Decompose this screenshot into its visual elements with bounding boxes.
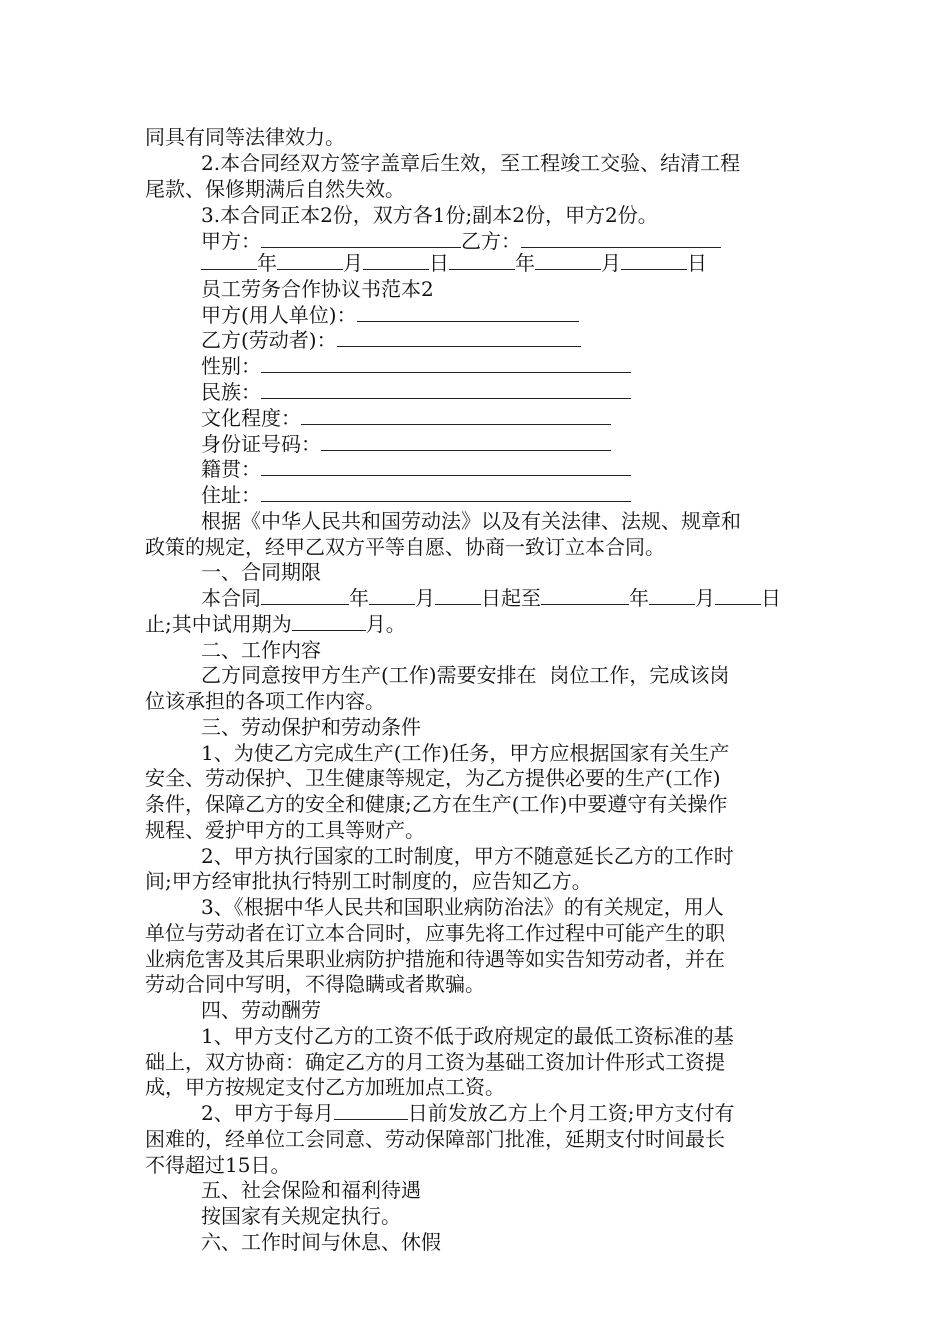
section-heading: 三、劳动保护和劳动条件 xyxy=(201,715,421,739)
form-field-employer: 甲方(用人单位)： xyxy=(201,302,810,328)
section-heading: 一、合同期限 xyxy=(201,560,321,584)
section-heading: 四、劳动酬劳 xyxy=(201,998,321,1022)
text-line: 安全、劳动保护、卫生健康等规定，为乙方提供必要的生产(工作) xyxy=(145,766,721,790)
text-line: 础上，双方协商：确定乙方的月工资为基础工资加计件形式工资提 xyxy=(145,1050,725,1074)
text-line: 3.本合同正本2份，双方各1份;副本2份，甲方2份。 xyxy=(201,203,658,227)
contract-term-line: 本合同 年 月 日起至 年 月 日 xyxy=(201,586,781,610)
form-field-id-number: 身份证号码： xyxy=(201,431,810,457)
text-line: 条件，保障乙方的安全和健康;乙方在生产(工作)中要遵守有关操作 xyxy=(145,792,728,816)
text-line: 根据《中华人民共和国劳动法》以及有关法律、法规、规章和 xyxy=(201,509,741,533)
section-title: 员工劳务合作协议书范本2 xyxy=(201,277,434,301)
form-field-address: 住址： xyxy=(201,482,810,508)
text-line: 2、甲方执行国家的工时制度，甲方不随意延长乙方的工作时 xyxy=(201,844,734,868)
text-line: 成，甲方按规定支付乙方加班加点工资。 xyxy=(145,1075,505,1099)
text-line: 3、《根据中华人民共和国职业病防治法》的有关规定，用人 xyxy=(201,895,724,919)
signature-line: 甲方： 乙方： xyxy=(201,228,810,254)
form-field-gender: 性别： xyxy=(201,353,810,379)
text-line: 不得超过15日。 xyxy=(145,1153,291,1177)
text-line: 单位与劳动者在订立本合同时，应事先将工作过程中可能产生的职 xyxy=(145,921,725,945)
section-heading: 六、工作时间与休息、休假 xyxy=(201,1230,441,1254)
text-line: 规程、爱护甲方的工具等财产。 xyxy=(145,818,425,842)
text-line: 按国家有关规定执行。 xyxy=(201,1204,401,1228)
text-line: 位该承担的各项工作内容。 xyxy=(145,689,385,713)
text-line: 劳动合同中写明，不得隐瞒或者欺骗。 xyxy=(145,972,485,996)
text-line: 业病危害及其后果职业病防护措施和待遇等如实告知劳动者，并在 xyxy=(145,947,725,971)
text-line: 政策的规定，经甲乙双方平等自愿、协商一致订立本合同。 xyxy=(145,535,665,559)
text-line: 乙方同意按甲方生产(工作)需要安排在 岗位工作，完成该岗 xyxy=(201,663,730,687)
section-heading: 二、工作内容 xyxy=(201,638,321,662)
form-field-ethnicity: 民族： xyxy=(201,379,810,405)
text-line: 1、为使乙方完成生产(工作)任务，甲方应根据国家有关生产 xyxy=(201,741,730,765)
section-heading: 五、社会保险和福利待遇 xyxy=(201,1178,421,1202)
form-field-native-place: 籍贯： xyxy=(201,456,810,482)
text-line: 尾款、保修期满后自然失效。 xyxy=(145,177,405,201)
form-field-worker: 乙方(劳动者)： xyxy=(201,327,810,353)
text-line: 2.本合同经双方签字盖章后生效，至工程竣工交验、结清工程 xyxy=(201,151,741,175)
text-line: 同具有同等法律效力。 xyxy=(145,125,345,149)
payday-line: 2、甲方于每月 日前发放乙方上个月工资;甲方支付有 xyxy=(201,1101,735,1125)
text-line: 间;甲方经审批执行特别工时制度的，应告知乙方。 xyxy=(145,869,592,893)
probation-line: 止;其中试用期为 月。 xyxy=(145,612,406,636)
text-line: 1、甲方支付乙方的工资不低于政府规定的最低工资标准的基 xyxy=(201,1024,734,1048)
date-line: 年 月 日 年 月 日 xyxy=(201,250,810,276)
form-field-education: 文化程度： xyxy=(201,405,810,431)
text-line: 困难的，经单位工会同意、劳动保障部门批准，延期支付时间最长 xyxy=(145,1127,725,1151)
